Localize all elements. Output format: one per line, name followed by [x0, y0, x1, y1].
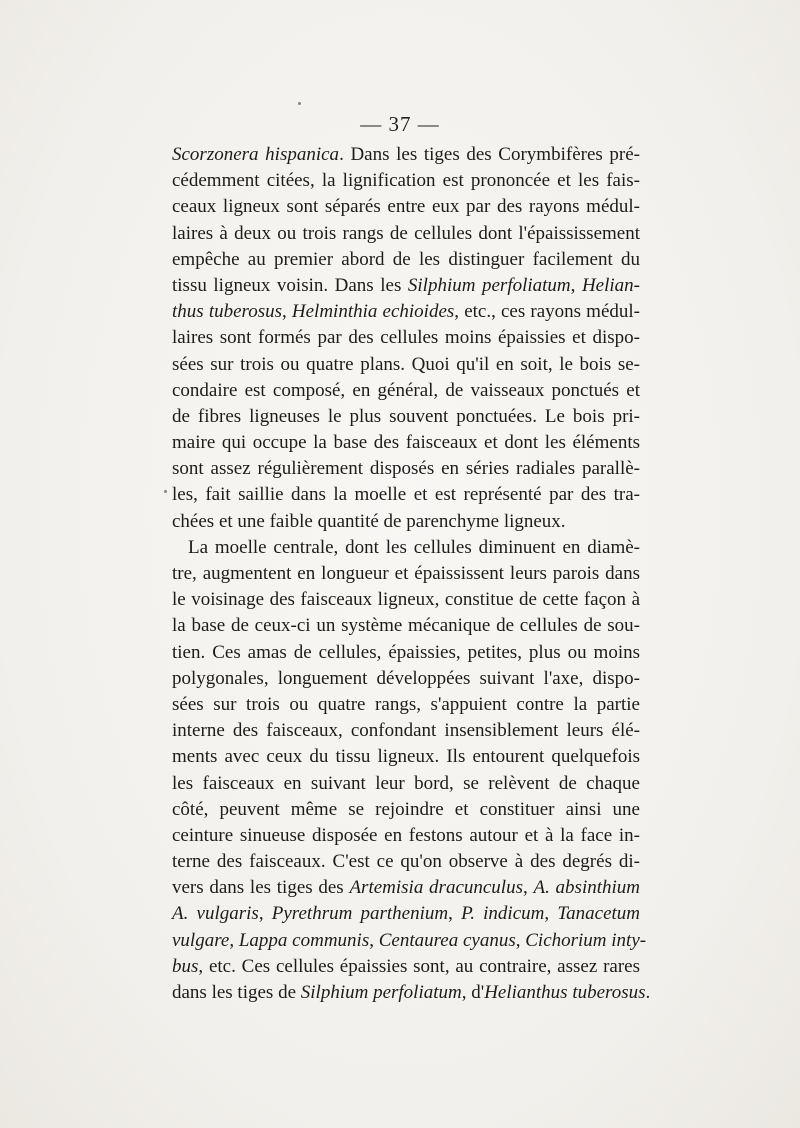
- text-line: [172, 849, 640, 875]
- text-run: maire qui occupe la base des faisceaux et dont les éléments: [172, 432, 640, 454]
- text-line: [172, 509, 640, 535]
- text-line: [172, 352, 640, 378]
- italic-text: bus: [172, 955, 199, 977]
- text-line: [172, 535, 640, 561]
- text-line: [172, 823, 640, 849]
- text-line: [172, 797, 640, 823]
- text-line: [172, 430, 640, 456]
- text-run: condaire est composé, en général, de vaisseaux ponctués et: [172, 379, 640, 401]
- text-run: ,: [282, 301, 292, 323]
- text-run: , etc. Ces cellules épaissies sont, au contraire, assez rares: [198, 955, 640, 977]
- text-line: [172, 247, 640, 273]
- italic-text: Helian-: [581, 274, 640, 296]
- text-run: ceaux ligneux sont séparés entre eux par des rayons médul-: [172, 196, 640, 218]
- text-line: [172, 875, 640, 901]
- text-line: [172, 456, 640, 482]
- text-run: chées et une faible quantité de parenchyme ligneux.: [172, 510, 566, 532]
- page-number: — 37 —: [360, 112, 440, 136]
- text-line: [172, 692, 640, 718]
- text-run: tre, augmentent en longueur et épaississent leurs parois dans: [172, 563, 640, 584]
- paper-speck: [298, 102, 301, 105]
- italic-text: Cichorium inty-: [525, 929, 647, 951]
- text-run: la base de ceux-ci un système mécanique de cellules de sou-: [172, 615, 640, 637]
- text-run: laires à deux ou trois rangs de cellules dont l'épaississement: [172, 222, 640, 244]
- italic-text: Scorzonera hispanica: [172, 144, 340, 165]
- text-line: [172, 771, 640, 797]
- text-line: [172, 325, 640, 351]
- text-run: , d': [461, 982, 485, 1003]
- italic-text: Silphium perfoliatum: [300, 982, 462, 1003]
- text-line: [172, 587, 640, 613]
- text-run: ments avec ceux du tissu ligneux. Ils entourent quelquefois: [172, 746, 640, 768]
- text-line: [172, 666, 640, 692]
- text-line: [172, 980, 651, 1006]
- text-line: [172, 168, 640, 194]
- text-run: polygonales, longuement développées suivant l'axe, dispo-: [172, 667, 640, 689]
- text-run: ,: [448, 903, 462, 925]
- italic-text: A. vulgaris: [172, 903, 259, 925]
- text-run: ,: [570, 274, 582, 296]
- text-run: les faisceaux en suivant leur bord, se relèvent de chaque: [172, 772, 640, 794]
- text-run: dans les tiges de: [172, 982, 301, 1003]
- italic-text: Tanacetum: [557, 903, 641, 925]
- text-run: terne des faisceaux. C'est ce qu'on observe à des degrés di-: [172, 851, 640, 873]
- text-run: de fibres ligneuses le plus souvent ponctuées. Le bois pri-: [172, 405, 640, 427]
- text-run: le voisinage des faisceaux ligneux, constitue de cette façon à: [172, 589, 640, 611]
- text-line: [172, 299, 640, 325]
- text-run: sées sur trois ou quatre rangs, s'appuient contre la partie: [172, 693, 640, 715]
- text-line: [172, 901, 640, 927]
- italic-text: Lappa communis: [238, 929, 370, 951]
- text-run: sont assez régulièrement disposés en séries radiales parallè-: [172, 458, 640, 480]
- text-run: ,: [369, 929, 379, 951]
- italic-text: Centaurea cyanus: [378, 929, 516, 951]
- text-run: La moelle centrale, dont les cellules diminuent en diamè-: [188, 536, 640, 558]
- text-line: [172, 640, 640, 666]
- text-run: tissu ligneux voisin. Dans les: [172, 274, 408, 296]
- text-run: côté, peuvent même se rejoindre et constituer ainsi une: [172, 798, 640, 820]
- text-run: cédemment citées, la lignification est prononcée et les fais-: [172, 170, 640, 192]
- text-run: laires sont formés par des cellules moins épaissies et dispo-: [172, 327, 640, 349]
- text-run: ceinture sinueuse disposée en festons autour et à la face in-: [172, 824, 640, 846]
- text-line: [172, 404, 640, 430]
- text-line: [172, 928, 647, 954]
- text-line: [172, 482, 640, 508]
- italic-text: A. absinthium: [533, 877, 641, 899]
- text-line: [172, 744, 640, 770]
- text-run: sées sur trois ou quatre plans. Quoi qu'il en soit, le bois se-: [172, 353, 640, 375]
- text-line: [172, 613, 640, 639]
- text-run: vers dans les tiges des: [172, 877, 350, 899]
- text-run: ,: [515, 929, 526, 951]
- text-run: ,: [229, 929, 239, 951]
- text-run: ,: [258, 903, 272, 925]
- text-line: [172, 954, 640, 980]
- text-run: . Dans les tiges des Corymbifères pré-: [339, 144, 640, 165]
- italic-text: Silphium perfoliatum: [407, 274, 571, 296]
- text-line: [172, 561, 640, 587]
- paper-speck: [164, 490, 167, 493]
- italic-text: vulgare: [172, 929, 230, 951]
- text-run: .: [645, 982, 651, 1003]
- italic-text: Helianthus tuberosus: [484, 982, 646, 1003]
- text-run: ,: [522, 877, 534, 899]
- text-line: [172, 221, 640, 247]
- italic-text: thus tuberosus: [172, 301, 283, 323]
- text-run: ,: [544, 903, 558, 925]
- text-run: les, fait saillie dans la moelle et est représenté par des tra-: [172, 484, 640, 506]
- italic-text: Artemisia dracunculus: [349, 877, 523, 899]
- text-line: [172, 718, 640, 744]
- italic-text: Helminthia echioides: [291, 301, 455, 323]
- body-text: [172, 142, 651, 1006]
- italic-text: P. indicum: [461, 903, 545, 925]
- text-line: [172, 378, 640, 404]
- text-line: [172, 273, 640, 299]
- text-line: [172, 194, 640, 220]
- text-run: empêche au premier abord de les distinguer facilement du: [172, 248, 640, 270]
- text-run: interne des faisceaux, confondant insensiblement leurs élé-: [172, 720, 640, 742]
- text-run: , etc., ces rayons médul-: [454, 301, 640, 323]
- italic-text: Pyrethrum parthenium: [271, 903, 449, 925]
- text-run: tien. Ces amas de cellules, épaissies, petites, plus ou moins: [172, 641, 640, 663]
- text-line: [172, 142, 640, 168]
